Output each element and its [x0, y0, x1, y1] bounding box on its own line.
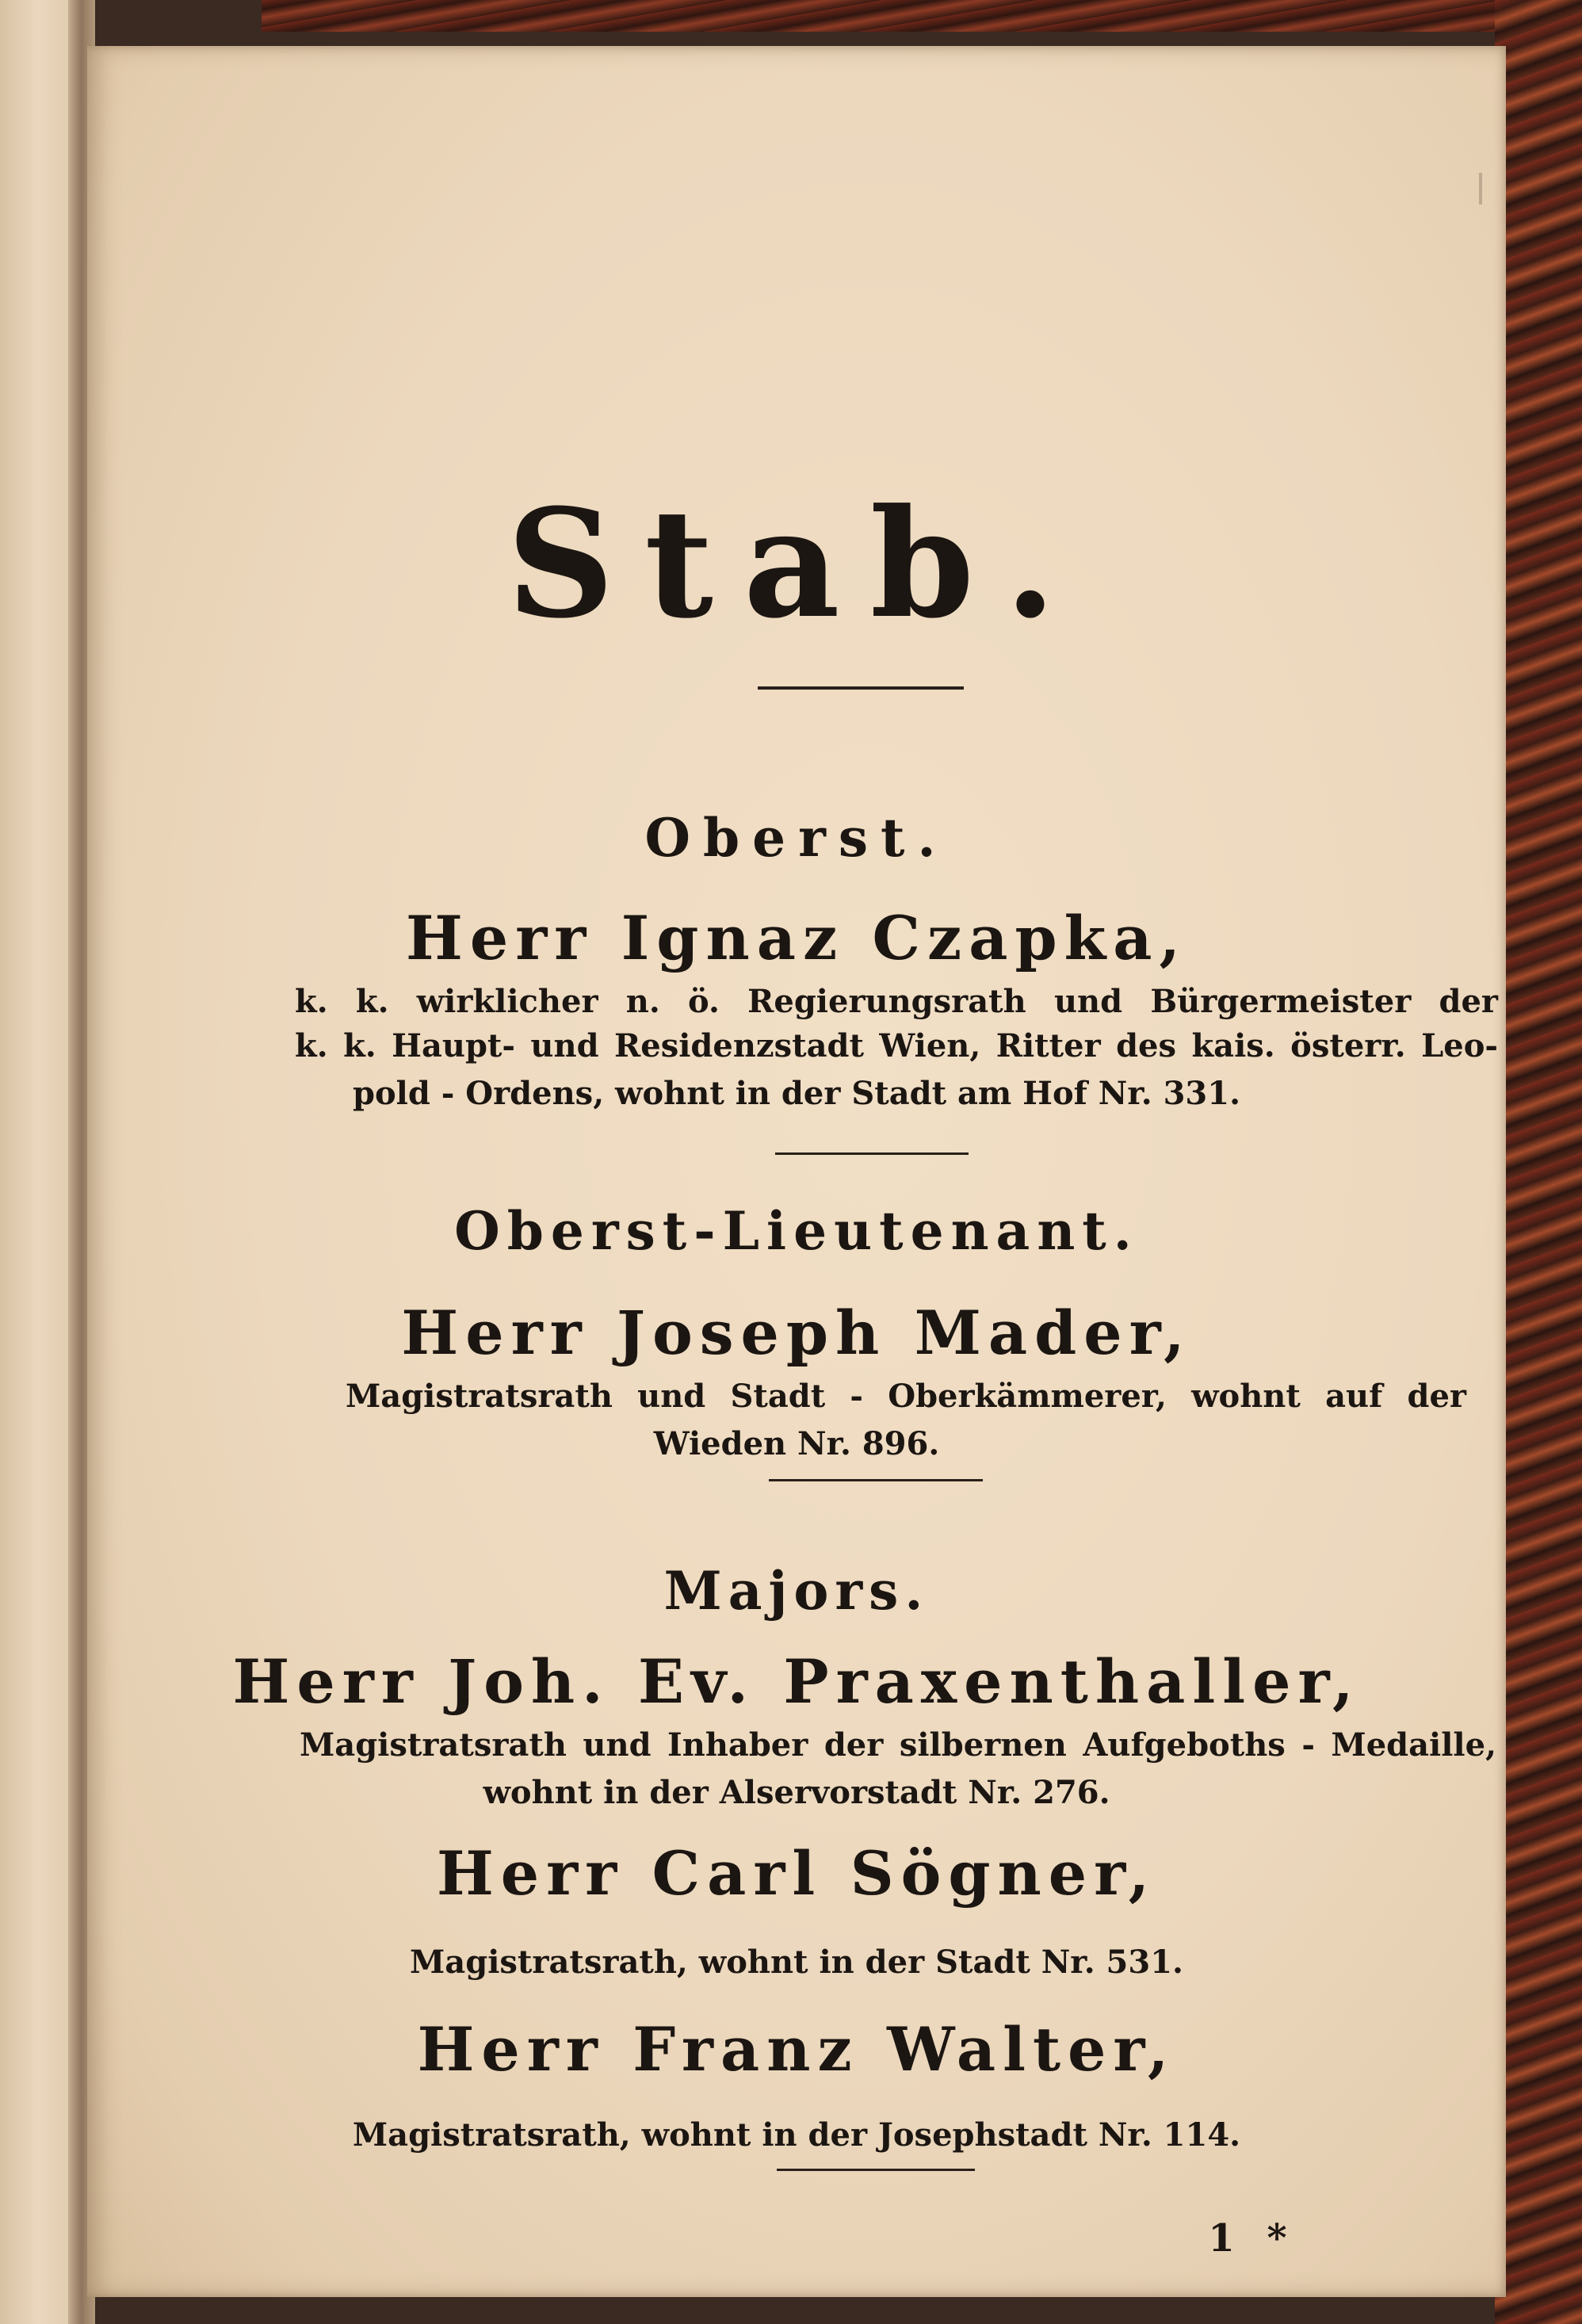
section-heading-majors: Majors. — [663, 1560, 930, 1622]
entry-description-czapka — [295, 980, 1498, 1068]
signature-mark: 1 * — [1208, 2216, 1297, 2261]
description-line: Magistratsrath, wohnt in der Josephstadt Nr. 114. — [352, 2116, 1241, 2154]
page-title: Stab. — [506, 476, 1087, 652]
book-page — [87, 46, 1506, 2297]
entry-name-czapka: Herr Ignaz Czapka, — [406, 903, 1187, 973]
title-divider — [758, 686, 964, 690]
section-heading-oberst: Oberst. — [644, 807, 949, 869]
entry-name-mader: Herr Joseph Mader, — [401, 1298, 1192, 1368]
marbled-cover-edge — [1495, 0, 1582, 2324]
description-line: Magistratsrath und Stadt - Oberkämmerer, wohnt auf der — [346, 1378, 1466, 1415]
description-line: pold - Ordens, wohnt in der Stadt am Hof Nr. 331. — [352, 1075, 1241, 1112]
section-divider — [769, 1479, 983, 1481]
description-line: wohnt in der Alservorstadt Nr. 276. — [483, 1774, 1110, 1811]
top-cover-edge — [262, 0, 1582, 32]
bottom-divider — [777, 2169, 975, 2171]
description-line: Magistratsrath, wohnt in der Stadt Nr. 531. — [410, 1944, 1183, 1981]
description-line: Wieden Nr. 896. — [653, 1425, 940, 1462]
entry-description-mader — [346, 1374, 1466, 1419]
description-line: Magistratsrath und Inhaber der silbernen Aufgeboths - Medaille, — [300, 1726, 1496, 1764]
entry-name-praxenthaller: Herr Joh. Ev. Praxenthaller, — [232, 1646, 1361, 1717]
page-content — [87, 46, 1506, 2297]
description-line: k. k. Haupt- und Residenzstadt Wien, Ritter des kais. österr. Leo- — [295, 1027, 1498, 1065]
entry-name-soegner: Herr Carl Sögner, — [436, 1838, 1157, 1909]
section-divider — [775, 1152, 969, 1155]
entry-description-praxenthaller — [300, 1723, 1496, 1768]
description-line: k. k. wirklicher n. ö. Regierungsrath und Bürgermeister der — [295, 983, 1498, 1020]
section-heading-oberst-lieutenant: Oberst-Lieutenant. — [454, 1200, 1139, 1262]
entry-name-walter: Herr Franz Walter, — [417, 2014, 1176, 2085]
